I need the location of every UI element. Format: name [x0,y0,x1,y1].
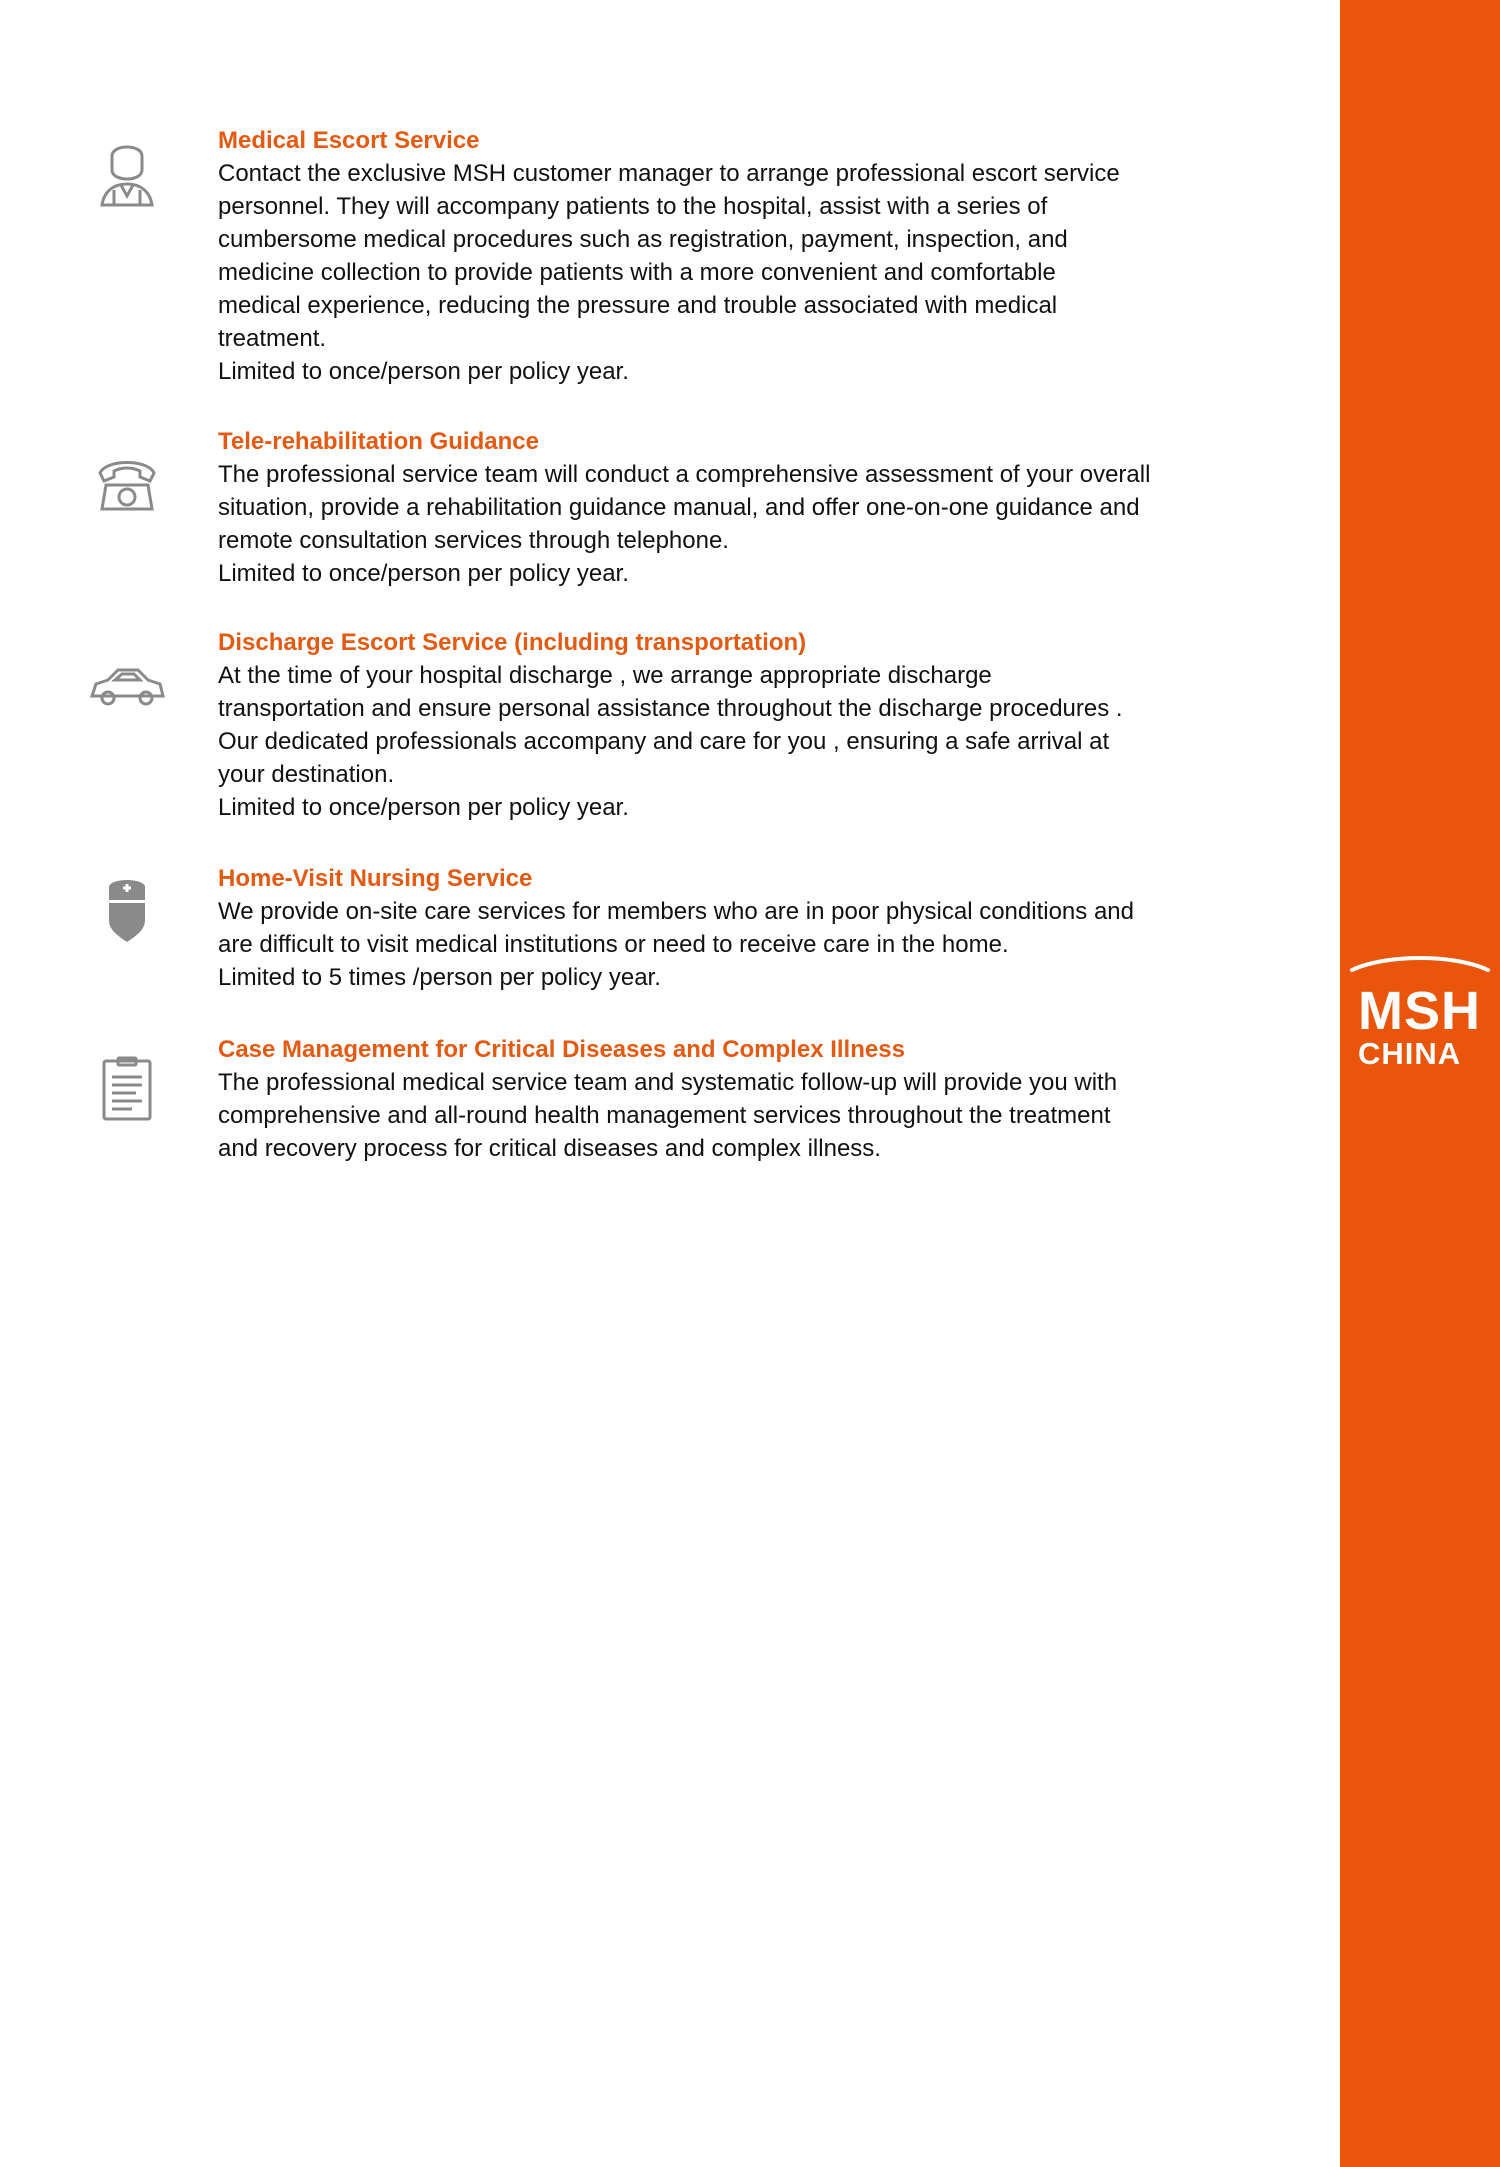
section-title: Discharge Escort Service (including transportation) [218,629,807,656]
section-text-line: are difficult to visit medical institutions or need to receive care in the home. [218,931,1009,958]
section-title: Case Management for Critical Diseases and Complex Illness [218,1036,905,1063]
section-text-line: your destination. [218,761,395,788]
section-limit: Limited to 5 times /person per policy year. [218,964,661,991]
telephone-icon [88,443,166,521]
clipboard-icon [88,1051,166,1129]
section-text-line: remote consultation services through telephone. [218,527,729,554]
section-content [218,626,1218,824]
section-title: Tele-rehabilitation Guidance [218,428,539,455]
section-text-line: cumbersome medical procedures such as registration, payment, inspection, and [218,226,1068,253]
section-limit: Limited to once/person per policy year. [218,560,629,587]
section-text-line: Our dedicated professionals accompany and care for you , ensuring a safe arrival at [218,728,1110,755]
section-text-line: Contact the exclusive MSH customer manager to arrange professional escort service [218,160,1120,187]
section-text-line: The professional medical service team and systematic follow-up will provide you with [218,1069,1118,1096]
section-text-line: and recovery process for critical diseases and complex illness. [218,1135,881,1162]
car-icon [88,646,166,724]
section-text-line: personnel. They will accompany patients to the hospital, assist with a series of [218,193,1048,220]
section-text-line: medical experience, reducing the pressure and trouble associated with medical [218,292,1058,319]
section-content [218,862,1218,994]
section-limit: Limited to once/person per policy year. [218,358,629,385]
section-title: Medical Escort Service [218,127,480,154]
section-text-line: medicine collection to provide patients with a more convenient and comfortable [218,259,1056,286]
section-text-line: We provide on-site care services for members who are in poor physical conditions and [218,898,1134,925]
nurse-icon [88,870,166,948]
logo-text-china: CHINA [1358,1036,1462,1071]
section-title: Home-Visit Nursing Service [218,865,533,892]
section-content [218,425,1218,590]
msh-china-logo [1350,950,1490,1070]
section-text-line: treatment. [218,325,327,352]
section-text-line: situation, provide a rehabilitation guidance manual, and offer one-on-one guidance and [218,494,1140,521]
orange-sidebar [1340,0,1500,2167]
section-limit: Limited to once/person per policy year. [218,794,629,821]
logo-arc-icon [1350,950,1490,980]
logo-text-msh: MSH [1358,981,1481,1041]
section-text-line: transportation and ensure personal assistance throughout the discharge procedures . [218,695,1123,722]
section-content [218,124,1218,388]
section-text-line: At the time of your hospital discharge , we arrange appropriate discharge [218,662,992,689]
section-content [218,1033,1218,1165]
section-text-line: The professional service team will conduct a comprehensive assessment of your overall [218,461,1151,488]
section-text-line: comprehensive and all-round health management services throughout the treatment [218,1102,1111,1129]
doctor-icon [88,136,166,214]
